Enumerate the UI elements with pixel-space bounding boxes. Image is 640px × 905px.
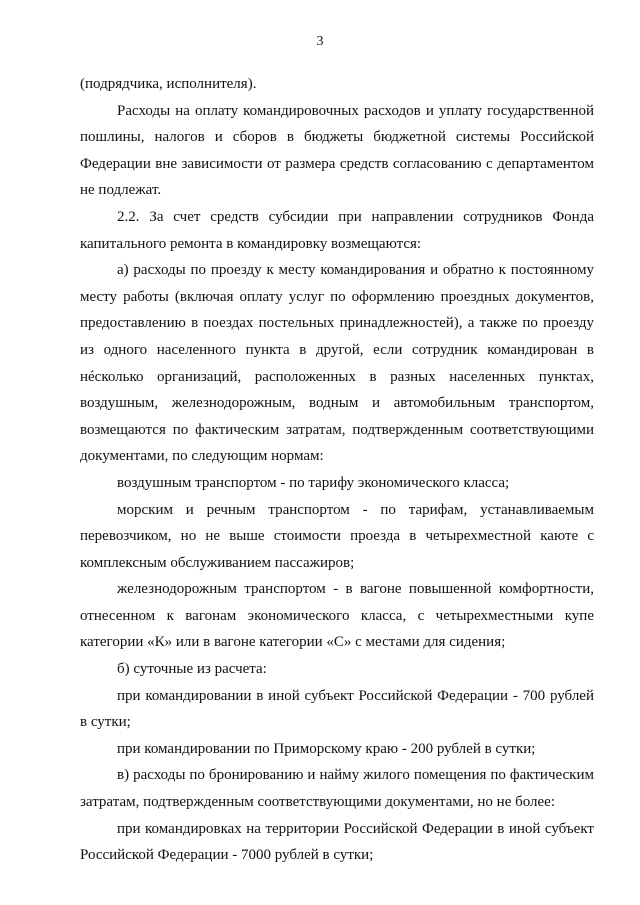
paragraph-per-diem-primorsky: при командировании по Приморскому краю - 200 рублей в сутки; — [117, 740, 536, 757]
paragraph-air-transport: воздушным транспортом - по тарифу экономического класса; — [117, 474, 510, 491]
page-number: 3 — [316, 34, 324, 49]
paragraph-sea-river-transport: морским и речным транспортом - по тарифам, устанавливаемым перевозчиком, но не выше стоимости проезда в четырехместной каюте с комплексным обслуживанием пассажиров; — [80, 501, 594, 571]
paragraph-accommodation: в) расходы по бронированию и найму жилого помещения по фактическим затратам, подтвержденным соответствующими документами, но не более: — [80, 767, 594, 811]
paragraph-clause-2-2: 2.2. За счет средств субсидии при направлении сотрудников Фонда капитального ремонта в командировку возмещаются: — [80, 208, 594, 252]
paragraph-expenses-approval: Расходы на оплату командировочных расходов и уплату государственной пошлины, налогов и сборов в бюджеты бюджетной системы Российской Федерации вне зависимости от размера средств согласованию с департаментом не подлежат. — [80, 102, 594, 199]
paragraph-rail-transport: железнодорожным транспортом - в вагоне повышенной комфортности, отнесенном к вагонам экономического класса, с четырехместными купе категории «К» или в вагоне категории «С» с местами для сидения; — [80, 581, 594, 651]
document-body — [80, 71, 594, 869]
paragraph-per-diem-other-region: при командировании в иной субъект Российской Федерации - 700 рублей в сутки; — [80, 687, 594, 731]
paragraph-continuation: (подрядчика, исполнителя). — [80, 76, 257, 92]
paragraph-accommodation-limit: при командировках на территории Российской Федерации в иной субъект Российской Федерации - 7000 рублей в сутки; — [80, 820, 594, 864]
paragraph-per-diem: б) суточные из расчета: — [117, 661, 267, 678]
paragraph-travel-expenses: а) расходы по проезду к месту командирования и обратно к постоянному месту работы (включая оплату услуг по оформлению проездных документов, предоставлению в поездах постельных принадлежностей), а также по проезду из одного населенного пункта в другой, если сотрудник командирован в нéсколько организаций, расположенных в разных населенных пунктах, воздушным, железнодорожным, водным и автомобильным транспортом, возмещаются по фактическим затратам, подтвержденным соответствующими документами, по следующим нормам: — [80, 262, 594, 465]
